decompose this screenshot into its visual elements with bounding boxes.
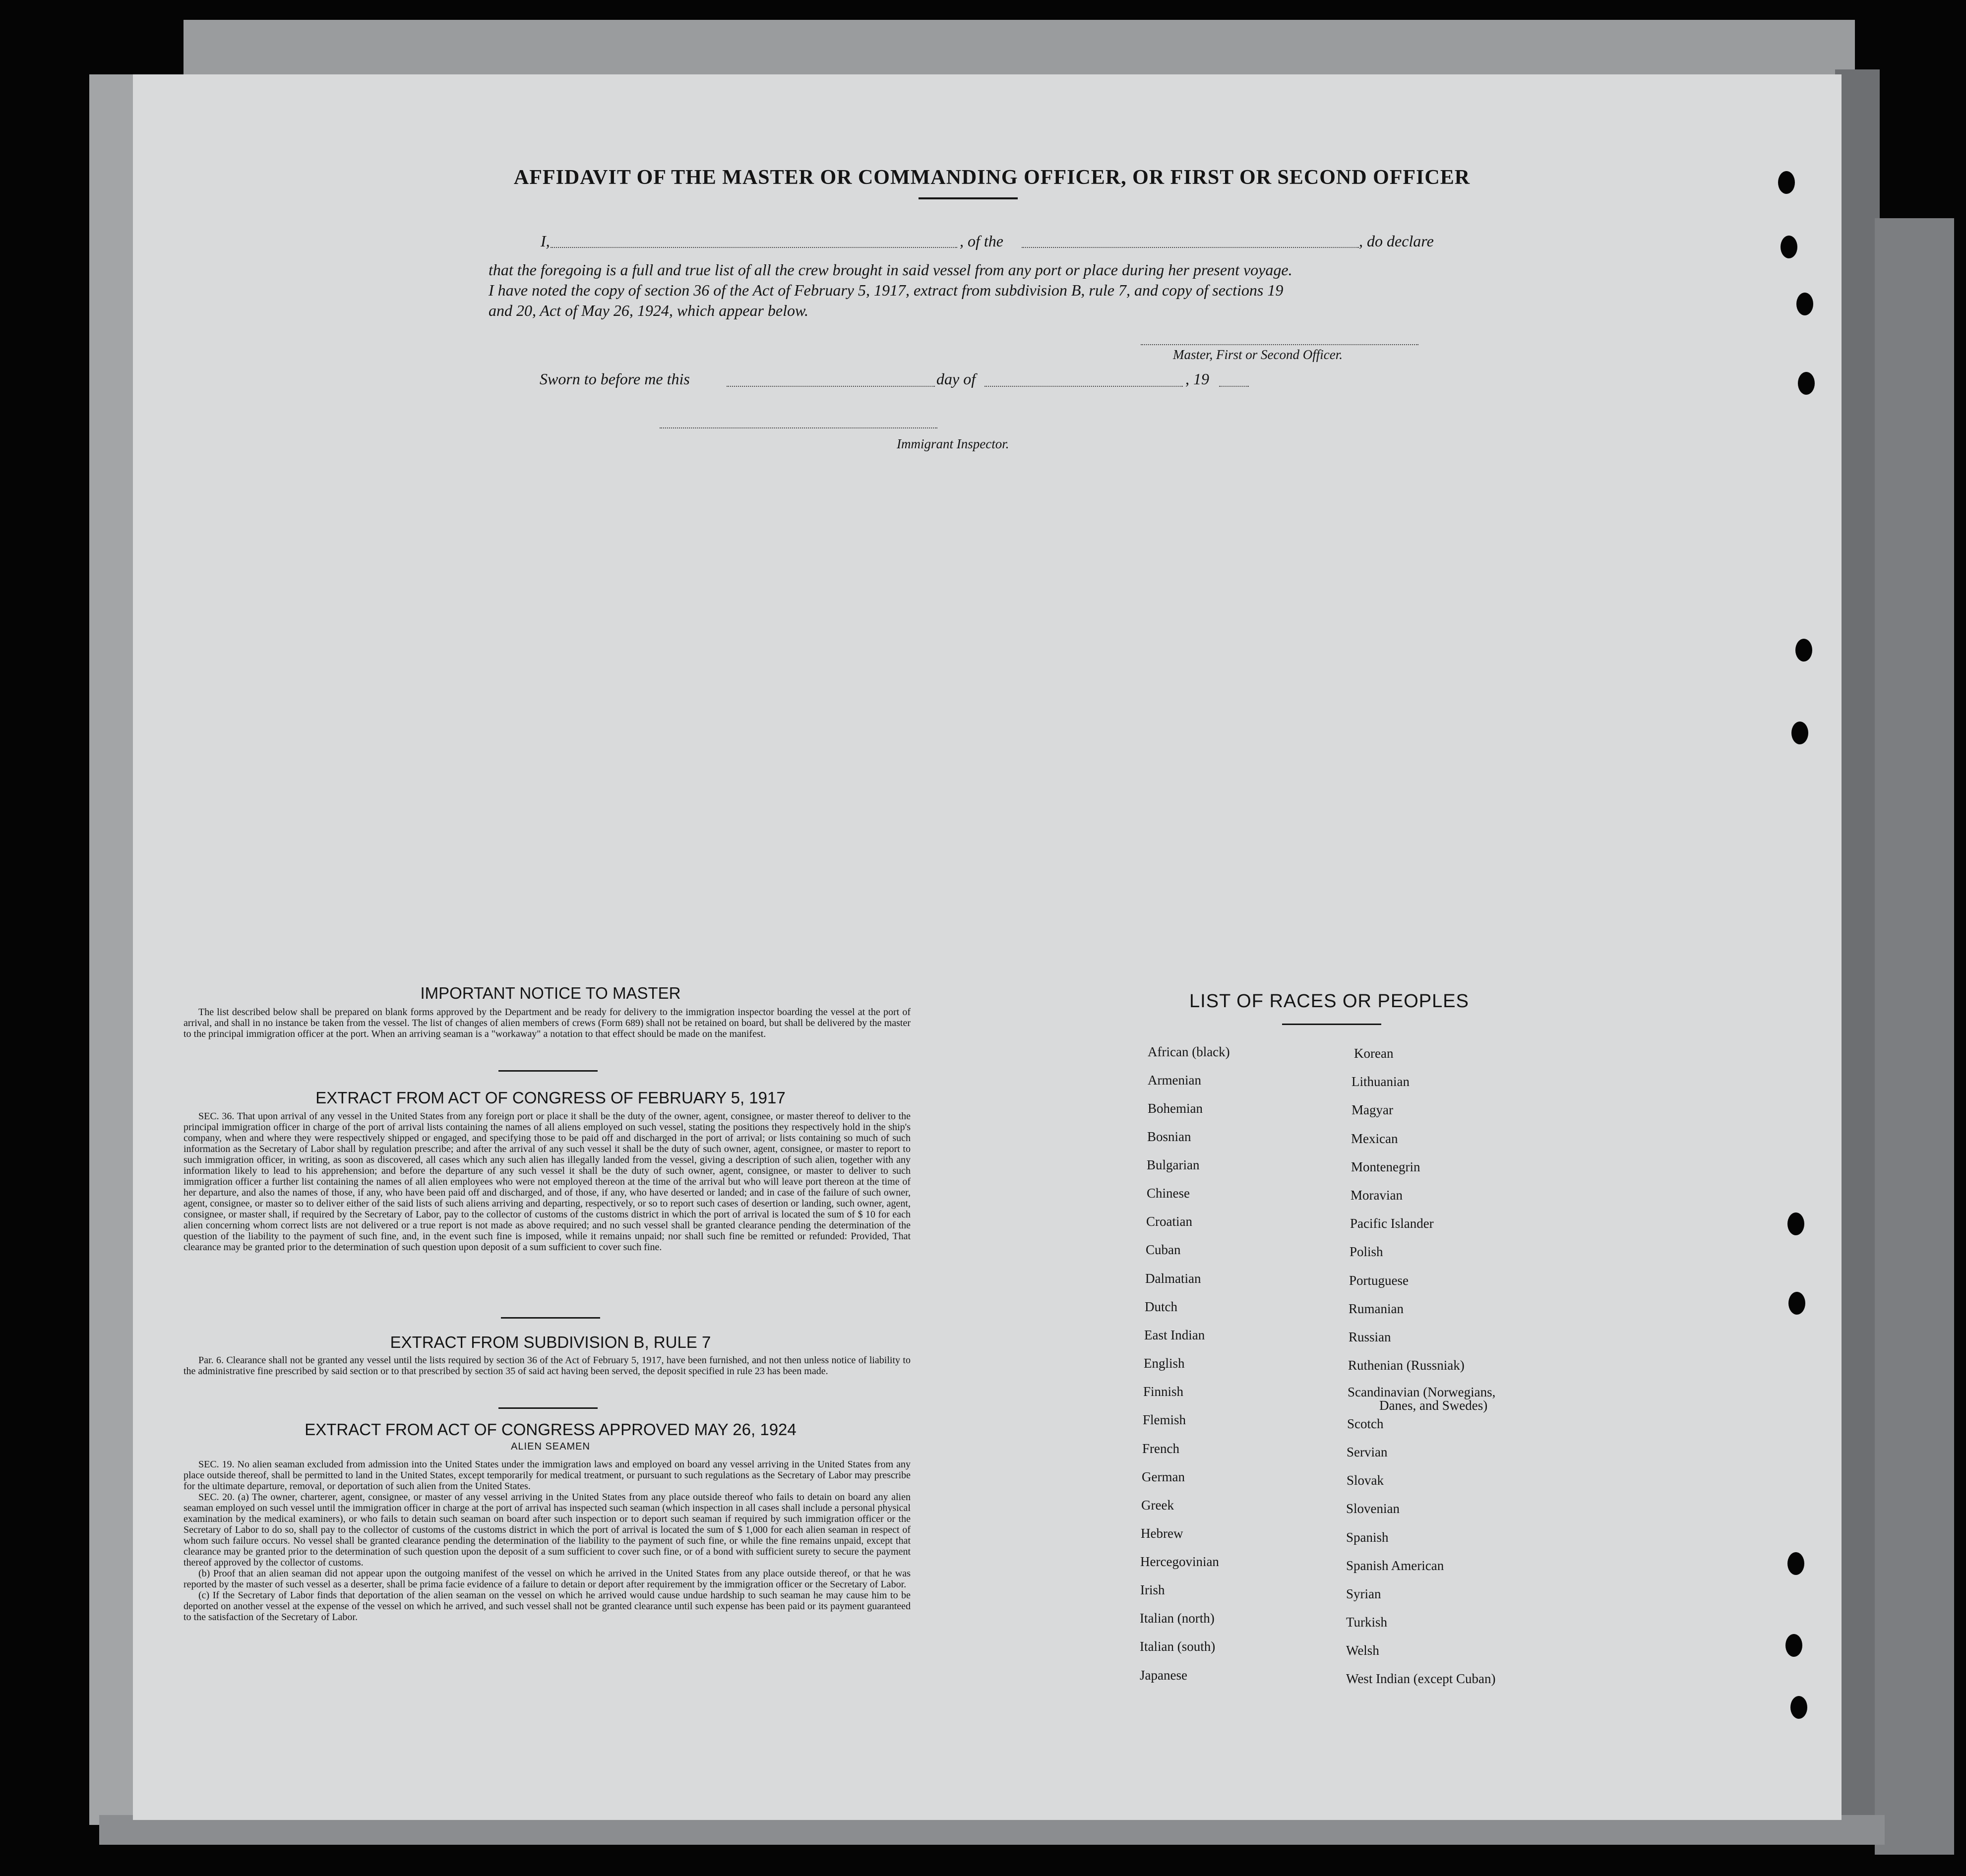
back-sheet-right (1835, 69, 1880, 1835)
day-of-text: day of (936, 370, 976, 388)
race-right-item: Magyar (1352, 1102, 1393, 1117)
race-right-item: Ruthenian (Russniak) (1348, 1358, 1465, 1373)
race-right-item: Korean (1354, 1046, 1394, 1061)
back-sheet-right-grid (1875, 218, 1954, 1855)
race-left-item: Japanese (1140, 1668, 1187, 1683)
race-right-item: Turkish (1346, 1615, 1388, 1630)
affidavit-line3: I have noted the copy of section 36 of the Act of February 5, 1917, extract from subdivision B, rule 7, and copy of sections 19 (489, 281, 1284, 299)
race-right-item: Syrian (1346, 1586, 1381, 1601)
race-left-item: English (1144, 1356, 1185, 1371)
race-right-item: West Indian (except Cuban) (1346, 1671, 1496, 1686)
extract-1917-title: EXTRACT FROM ACT OF CONGRESS OF FEBRUARY 5, 1917 (315, 1089, 786, 1107)
punch-hole (1778, 171, 1795, 194)
race-left-item: Hercegovinian (1140, 1554, 1219, 1569)
notice-paragraph: The list described below shall be prepared on blank forms approved by the Department and be ready for delivery to the immigration inspector boarding the vessel at the port of arrival, and shall in no instance be taken from the vessel. The list of changes of alien members of crews (Form 689) shall not be retained on board, but shall be delivered by the master to the principal immigration officer at the port. When an arriving seaman is a "workaway" a notation to that effect should be made on the manifest. (184, 1007, 911, 1039)
races-rule (1282, 1024, 1381, 1025)
back-sheet-left (89, 74, 139, 1825)
affidavit-line1-i: I, (541, 232, 550, 250)
race-left-item: Bohemian (1148, 1101, 1203, 1116)
section-19-paragraph: SEC. 19. No alien seaman excluded from admission into the United States under the immigration laws and employed on board any vessel arriving in the United States from any place outside thereof, shall be permitted to land in the United States, except temporarily for medical treatment, or pursuant to such regulations as the Secretary of Labor may prescribe for the ultimate departure, removal, or deportation of such alien from the United States. (184, 1459, 911, 1492)
race-right-item: Scotch (1347, 1416, 1384, 1431)
race-right-item: Welsh (1346, 1643, 1379, 1658)
race-left-item: Dutch (1145, 1299, 1177, 1314)
race-right-item: Russian (1349, 1330, 1391, 1344)
race-left-item: Cuban (1146, 1242, 1181, 1257)
extract-1917-rule (501, 1317, 600, 1319)
rule7-rule (498, 1407, 598, 1409)
race-right-item: Servian (1347, 1445, 1388, 1459)
race-left-item: Greek (1141, 1498, 1174, 1513)
inspector-label: Immigrant Inspector. (897, 436, 1009, 451)
affidavit-line1-declare: , do declare (1359, 232, 1434, 250)
race-left-item: Armenian (1148, 1073, 1201, 1088)
race-right-item: Spanish American (1346, 1558, 1444, 1573)
section-36-paragraph: SEC. 36. That upon arrival of any vessel in the United States from any foreign port or place it shall be the duty of the owner, agent, consignee, or master thereof to deliver to the principal immigration officer in charge of the port of arrival lists containing the names of all aliens employed on such vessel, stating the positions they respectively hold in the ship's company, when and where they were respectively shipped or engaged, and specifying those to be paid off and discharged in the port of arrival; or lists containing so much of such information as the Secretary of Labor shall by regulation prescribe; and after the arrival of any such vessel it shall be the duty of such owner, agent, consignee, or master to report to such immigration officer, in writing, as soon as discovered, all cases which any such alien has illegally landed from the vessel, giving a description of such alien, together with any information likely to lead to his apprehension; and before the departure of any such vessel it shall be the duty of such owner, agent, consignee, or master to deliver to such immigration officer a further list containing the names of all alien employees who were not employed thereon at the time of the arrival but who will leave port thereon at the time of her departure, and also the names of those, if any, who have been paid off and discharged, and of those, if any, who have deserted or landed; and in case of the failure of such owner, agent, consignee, or master so to deliver either of the said lists of such aliens arriving and departing, respectively, or so to report such cases of desertion or landing, such owner, agent, consignee, or master shall, if required by the Secretary of Labor, pay to the collector of customs of the customs district in which the port of arrival is located the sum of $ 10 for each alien concerning whom correct lists are not delivered or a true report is not made as above required; and no such vessel shall be granted clearance pending the determination of the question of the liability to the payment of such fine, and, in the event such fine is imposed, while it remains unpaid; nor shall such fine be remitted or refunded: Provided, That clearance may be granted prior to the determination of such question upon deposit of a sum sufficient to cover such fine. (184, 1111, 911, 1253)
race-left-item: Flemish (1143, 1412, 1186, 1427)
affidavit-line1-of: , of the (960, 232, 1003, 250)
affidavit-title: AFFIDAVIT OF THE MASTER OR COMMANDING OFFICER, OR FIRST OR SECOND OFFICER (513, 166, 1471, 189)
sworn-month-blank (984, 386, 1183, 387)
title-rule (919, 197, 1018, 199)
race-right-item-scandinavian (1348, 1386, 1495, 1412)
sworn-day-blank (727, 386, 935, 387)
name-blank (551, 247, 957, 248)
races-title: LIST OF RACES OR PEOPLES (1189, 991, 1469, 1012)
race-left-item: Dalmatian (1145, 1271, 1201, 1286)
race-left-item: Italian (south) (1140, 1639, 1216, 1654)
punch-hole (1787, 1212, 1804, 1235)
race-left-item: Italian (north) (1140, 1611, 1215, 1626)
race-left-item: Finnish (1143, 1384, 1184, 1399)
race-right-item: Moravian (1351, 1188, 1403, 1203)
notice-rule (498, 1070, 598, 1072)
punch-hole (1798, 372, 1815, 395)
rule7-title: EXTRACT FROM SUBDIVISION B, RULE 7 (390, 1333, 711, 1351)
punch-hole (1796, 293, 1813, 315)
section-20a-paragraph: SEC. 20. (a) The owner, charterer, agent, consignee, or master of any vessel arriving in the United States from any place outside thereof who fails to detain on board any alien seaman employed on such vessel until the immigration officer in charge at the port of arrival has inspected such seaman (which inspection in all cases shall include a personal physical examination by the medical examiners), or who fails to detain such seaman on board after such inspection or to deport such seaman if required by such immigration officer or the Secretary of Labor to do so, shall pay to the collector of customs of the customs district in which the port of arrival is located the sum of $ 1,000 for each alien seaman in respect of whom such failure occurs. No vessel shall be granted clearance pending the determination of the liability to the payment of such fine, or while the fine remains unpaid, except that clearance may be granted prior to the determination of such question upon the deposit of a sum sufficient to cover such fine, or of a bond with sufficient surety to secure the payment thereof approved by the collector of customs. (184, 1492, 911, 1568)
punch-hole (1781, 236, 1797, 258)
race-left-item: Croatian (1146, 1214, 1192, 1229)
race-right-item: Slovak (1347, 1473, 1384, 1488)
section-20c-paragraph: (c) If the Secretary of Labor finds that deportation of the alien seaman on the vessel on which he arrived would cause undue hardship to such seaman he may cause him to be deported on another vessel at the expense of the vessel on which he arrived, and such vessel shall not be granted clearance until such expense has been paid or its payment guaranteed to the satisfaction of the Secretary of Labor. (184, 1590, 911, 1623)
notice-title: IMPORTANT NOTICE TO MASTER (420, 984, 681, 1002)
section-20b-paragraph: (b) Proof that an alien seaman did not appear upon the outgoing manifest of the vessel on which he arrived in the United States from any place outside thereof, or that he was reported by the master of such vessel as a deserter, shall be prima facie evidence of a failure to detain or deport after requirement by the immigration officer or the Secretary of Labor. (184, 1568, 911, 1590)
race-right-item: Scandinavian (Norwegians, (1348, 1385, 1496, 1399)
punch-hole (1785, 1634, 1802, 1657)
race-right-item: Rumanian (1349, 1301, 1404, 1316)
race-right-item: Spanish (1346, 1530, 1389, 1545)
race-left-item: Irish (1140, 1582, 1165, 1597)
vessel-blank (1022, 247, 1359, 248)
race-left-item: Bosnian (1147, 1129, 1191, 1144)
master-signature-line (1141, 344, 1418, 345)
race-left-item: African (black) (1148, 1044, 1230, 1059)
extract-1924-text (184, 1459, 911, 1623)
affidavit-line4: and 20, Act of May 26, 1924, which appear below. (489, 302, 808, 319)
race-right-item: Mexican (1351, 1131, 1398, 1146)
notice-text (184, 1007, 911, 1039)
race-right-item: Slovenian (1346, 1501, 1400, 1516)
race-right-item: Polish (1350, 1244, 1383, 1259)
race-left-item: German (1142, 1469, 1185, 1484)
race-left-item: Chinese (1147, 1186, 1190, 1201)
punch-hole (1788, 1292, 1805, 1315)
race-left-item: Bulgarian (1147, 1157, 1200, 1172)
master-label: Master, First or Second Officer. (1173, 347, 1343, 362)
year-text: , 19 (1185, 370, 1209, 388)
rule7-paragraph: Par. 6. Clearance shall not be granted any vessel until the lists required by section 36 of the Act of February 5, 1917, have been furnished, and not then unless notice of liability to the administrative fine prescribed by said section or to that prescribed by section 35 of said act having been served, the deposit specified in rule 23 has been made. (184, 1355, 911, 1377)
punch-hole (1791, 722, 1808, 744)
race-right-item: Danes, and Swedes) (1379, 1398, 1488, 1413)
race-left-item: East Indian (1144, 1328, 1205, 1342)
sworn-text: Sworn to before me this (540, 370, 690, 388)
inspector-signature-line (660, 427, 937, 428)
alien-seamen-subtitle: ALIEN SEAMEN (511, 1441, 590, 1452)
punch-hole (1787, 1552, 1804, 1575)
rule7-text (184, 1355, 911, 1377)
extract-1924-title: EXTRACT FROM ACT OF CONGRESS APPROVED MAY 26, 1924 (305, 1420, 797, 1439)
race-left-item: French (1142, 1441, 1179, 1456)
extract-1917-text (184, 1111, 911, 1253)
race-right-item: Pacific Islander (1350, 1216, 1434, 1231)
sworn-year-blank (1219, 386, 1249, 387)
race-right-item: Lithuanian (1352, 1074, 1410, 1089)
punch-hole (1795, 639, 1812, 662)
punch-hole (1790, 1696, 1807, 1719)
race-right-item: Portuguese (1349, 1273, 1409, 1288)
affidavit-line2: that the foregoing is a full and true list of all the crew brought in said vessel from any port or place during her present voyage. (489, 261, 1292, 279)
race-left-item: Hebrew (1141, 1526, 1183, 1541)
race-right-item: Montenegrin (1351, 1159, 1420, 1174)
